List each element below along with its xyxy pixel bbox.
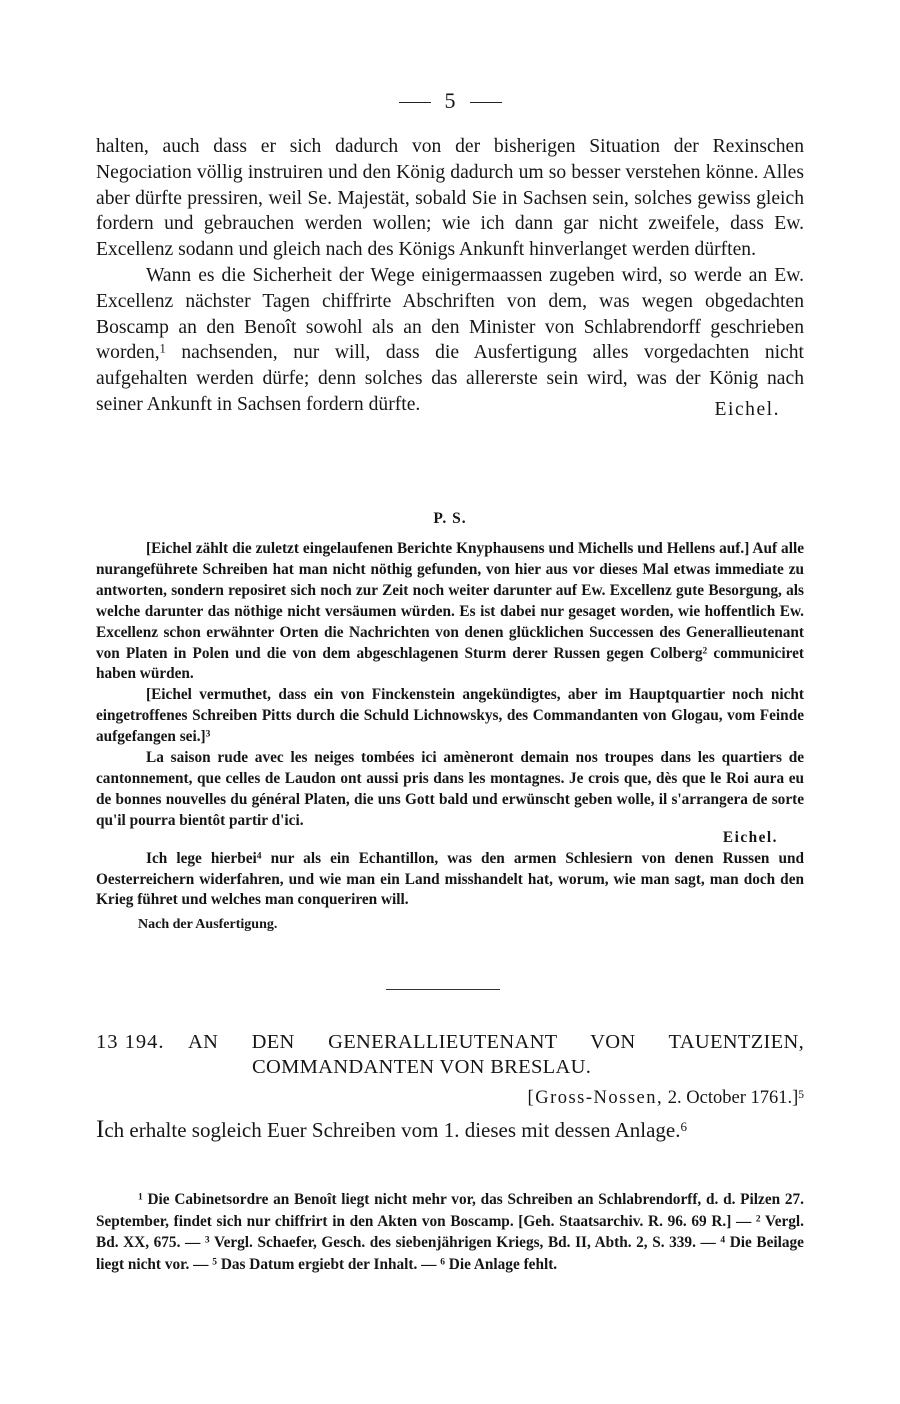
header-rule-right: [470, 102, 502, 103]
ps-paragraph-1-text-b: communiciret haben würden.: [96, 644, 805, 683]
footnote-mark-1: 1: [138, 1192, 143, 1203]
footnote-mark-3: 3: [204, 1235, 210, 1246]
footnote-1: Die Cabinetsordre an Benoît liegt nicht mehr vor, das Schreiben an Schlabrendorff, d. d. Pilzen 27. September, findet sich nur chiffrirt in den Akten von Boscamp. [Geh. Staatsarchiv. R. 96. 69 R.] —: [96, 1191, 804, 1230]
footnote-ref-2: 2: [702, 646, 708, 657]
postscript-text: [96, 539, 804, 936]
heading-line-1: AN DEN GENERALLIEUTENANT VON TAUENTZIEN,: [188, 1031, 804, 1053]
ps-paragraph-2-text: [Eichel vermuthet, dass ein von Finckenstein angekündigtes, aber im Hauptquartier noch nicht eingetroffenes Schreiben Pitts durch die Schuld Lichnowskys, des Commandanten von Glogau, vom Feinde aufgefangen sei.]: [96, 686, 804, 746]
footnotes: [96, 1189, 804, 1275]
ps-paragraph-4: [96, 849, 804, 912]
footnote-ref-6: 6: [680, 1119, 688, 1135]
ps-paragraph-3: La saison rude avec les neiges tombées ici amèneront demain nos troupes dans les quartiers de cantonnement, que celles de Laudon ont aussi pris dans les montagnes. Je crois que, dès que le Roi aura eu de bonnes nouvelles du général Platen, die uns Gott bald und erwünscht geben wolle, il s'arrangera de sorte qu'il pourra bientôt partir d'ici.: [96, 749, 804, 829]
footnote-ref-5: 5: [798, 1088, 804, 1101]
section-divider: [386, 989, 500, 990]
page-number: 5: [444, 88, 456, 113]
letter-initial: I: [96, 1116, 105, 1143]
footnote-mark-6: 6: [440, 1257, 445, 1268]
heading-line-2: COMMANDANTEN VON BRESLAU.: [252, 1056, 592, 1078]
source-note: Nach der Ausfertigung.: [138, 917, 278, 933]
ps-paragraph-4-text-b: nur als ein Echantillon, was den armen Schlesiern von denen Russen und Oesterreichern widerfahren, und wie man ein Land misshandelt hat, worum, wie man sagt, man doch den Krieg führet und welches man conqueriren will.: [96, 849, 805, 909]
ps-signature: Eichel.: [722, 828, 778, 846]
footnote-6: Die Anlage fehlt.: [444, 1255, 558, 1273]
main-paragraph-2-text-b: nachsenden, nur will, dass die Ausfertigung alles vorgedachten nicht aufgehalten werden dürfe; denn solches das allererste sein wird, was der König nach seiner Ankunft in Sachsen fordern dürfte.: [96, 342, 804, 415]
footnote-5: Das Datum ergiebt der Inhalt. —: [217, 1255, 441, 1273]
footnote-mark-5: 5: [212, 1257, 218, 1268]
footnote-ref-4: 4: [256, 851, 262, 862]
footnote-mark-4: 4: [720, 1235, 726, 1246]
main-letter-text: [96, 134, 804, 418]
ps-paragraph-4-text-a: Ich lege hierbei: [146, 849, 257, 867]
main-paragraph-2-text-a: Wann es die Sicherheit der Wege einigermaassen zugeben wird, so werde an Ew. Excellenz nächster Tagen chiffrirte Abschriften von dem, was wegen obgedachten Boscamp an den Benoît sowohl als an den Minister von Schlabrendorff geschrieben worden,: [96, 264, 804, 364]
document-number: 13 194.: [96, 1031, 165, 1053]
footnote-3: Vergl. Schaefer, Gesch. des siebenjährigen Kriegs, Bd. II, Abth. 2, S. 339. —: [209, 1234, 721, 1251]
ps-paragraph-1-text-a: [Eichel zählt die zuletzt eingelaufenen Berichte Knyphausens und Michells und Hellens auf.] Auf alle nurangeführete Schreiben hat man nicht nöthig gefunden, von hier aus vor dieses Mal etwas immediate zu antworten, sondern reposiret sich noch zur Zeit noch weiter darunter auf Ew. Excellenz gute Besorgung, als welche darunter das nöthige nicht versäumen würden. Es ist dabei nur gesaget worden, wie hoffentlich Ew. Excellenz schon erwähnter Orten die Nachrichten von denen glücklichen Successen des Generallieutenant von Platen in Polen und die von dem abgeschlagenen Sturm derer Russen gegen Colberg: [96, 540, 804, 662]
dateline-place: [Gross-Nossen,: [527, 1088, 664, 1108]
footnote-mark-2: 2: [755, 1214, 761, 1225]
postscript-label: P. S.: [433, 510, 467, 527]
header-rule-left: [399, 102, 431, 103]
ps-paragraph-1: [96, 539, 804, 685]
footnote-2: Vergl. Bd. XX, 675. —: [96, 1212, 804, 1251]
footnote-ref-3: 3: [205, 729, 211, 740]
footnotes-paragraph: [96, 1189, 804, 1275]
main-paragraph-2: [96, 263, 804, 418]
letter-body: ch erhalte sogleich Euer Schreiben vom 1. dieses mit dessen Anlage.: [104, 1118, 681, 1142]
letter-text: [96, 1116, 804, 1144]
footnote-4: Die Beilage liegt nicht vor. —: [96, 1234, 804, 1273]
main-signature: Eichel.: [714, 398, 780, 420]
ps-paragraph-2: [96, 685, 804, 748]
page-header: [0, 88, 900, 114]
dateline-date: 2. October 1761.]: [663, 1088, 799, 1108]
footnote-ref-1: 1: [159, 341, 166, 356]
dateline: [528, 1088, 804, 1109]
main-paragraph-1: halten, auch dass er sich dadurch von der bisherigen Situation der Rexinschen Negociation völlig instruiren und den König dadurch um so besser verstehen könne. Alles aber dürfte pressiren, weil Se. Majestät, sobald Sie in Sachsen sein, solches gewiss gleich fordern und gebrauchen werden wollen; wie ich dann gar nicht zweifele, dass Ew. Excellenz sodann und gleich nach des Königs Ankunft hinverlanget werden dürften.: [96, 136, 804, 261]
